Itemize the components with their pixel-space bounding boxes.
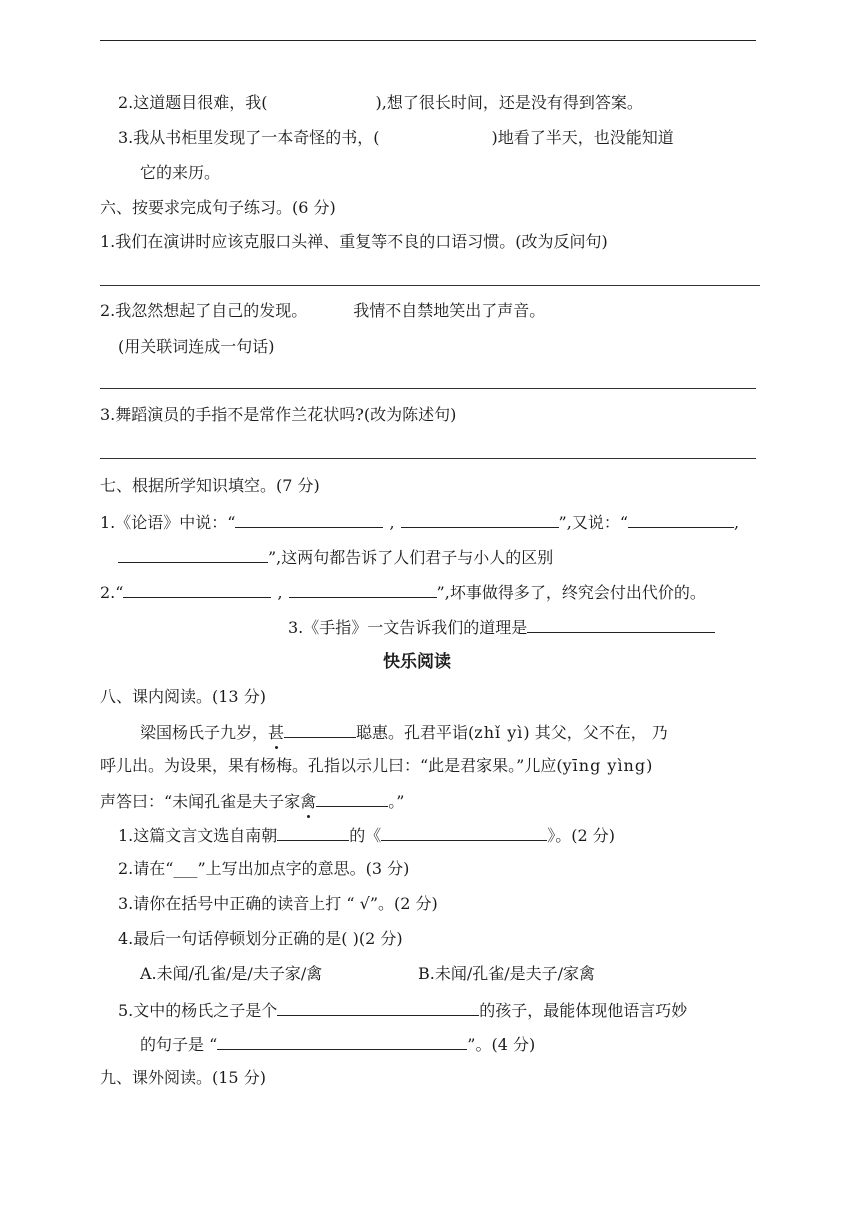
s6-question-2: 2.我忽然想起了自己的发现。 我情不自禁地笑出了声音。 bbox=[100, 301, 546, 320]
s7-question-1: 1.《论语》中说：“ , ”,又说：“ , bbox=[100, 510, 739, 534]
s8-question-5-cont: 的句子是 “ ”。(4 分) bbox=[140, 1032, 535, 1056]
s7-q2-blank-2[interactable] bbox=[289, 580, 437, 598]
s8-question-3: 3.请你在括号中正确的读音上打 “ √”。(2 分) bbox=[118, 894, 438, 913]
section-8-title: 八、课内阅读。(13 分) bbox=[100, 687, 266, 706]
s8-passage-line-3: 声答曰：“未闻孔雀是夫子家禽 。” bbox=[100, 789, 404, 813]
s6-answer-line-3[interactable] bbox=[100, 458, 756, 459]
s8-passage-blank-2[interactable] bbox=[316, 789, 388, 807]
s7-question-3: 3.《手指》一文告诉我们的道理是 bbox=[288, 615, 715, 639]
section-9-title: 九、课外阅读。(15 分) bbox=[100, 1068, 266, 1087]
section-7-title: 七、根据所学知识填空。(7 分) bbox=[100, 476, 320, 495]
reading-heading: 快乐阅读 bbox=[383, 652, 451, 672]
s5-question-3: 3.我从书柜里发现了一本奇怪的书，( )地看了半天，也没能知道 bbox=[118, 128, 674, 147]
s6-answer-line-1[interactable] bbox=[100, 285, 760, 286]
s8-passage-line-2: 呼儿出。为设果，果有杨梅。孔指以示儿曰：“此是君家果。”儿应(yīng yìng) bbox=[100, 756, 653, 775]
s5-question-3-cont: 它的来历。 bbox=[140, 163, 221, 182]
s7-q1-blank-1[interactable] bbox=[235, 510, 383, 528]
s8-question-1: 1.这篇文言文选自南朝 的《 》。(2 分) bbox=[118, 823, 615, 847]
header-rule bbox=[100, 40, 756, 41]
s8-question-5: 5.文中的杨氏之子是个 的孩子，最能体现他语言巧妙 bbox=[118, 998, 687, 1022]
s7-question-2: 2.“ , ”,坏事做得多了，终究会付出代价的。 bbox=[100, 580, 706, 604]
s8-option-a[interactable]: A.未闻/孔雀/是/夫子家/禽 bbox=[140, 964, 323, 983]
s7-q1-blank-3[interactable] bbox=[628, 510, 734, 528]
s8-option-b[interactable]: B.未闻/孔雀/是夫子/家禽 bbox=[418, 964, 596, 983]
s8-question-2: 2.请在“___”上写出加点字的意思。(3 分) bbox=[118, 859, 410, 878]
s8-passage-line-1: 梁国杨氏子九岁，甚 聪惠。孔君平诣(zhǐ yì) 其父，父不在， 乃 bbox=[140, 720, 668, 744]
s6-question-1: 1.我们在演讲时应该克服口头禅、重复等不良的口语习惯。(改为反问句) bbox=[100, 232, 608, 251]
s5-question-2: 2.这道题目很难，我( ),想了很长时间，还是没有得到答案。 bbox=[118, 93, 643, 112]
dotted-char-shen: 甚 bbox=[268, 723, 285, 742]
s8-q5-blank-2[interactable] bbox=[217, 1032, 467, 1050]
s6-question-2-hint: (用关联词连成一句话) bbox=[118, 337, 275, 356]
s7-q2-blank-1[interactable] bbox=[123, 580, 271, 598]
s8-q5-blank-1[interactable] bbox=[277, 998, 479, 1016]
s8-question-4: 4.最后一句话停顿划分正确的是( )(2 分) bbox=[118, 929, 403, 948]
s8-q1-blank-2[interactable] bbox=[381, 823, 547, 841]
dotted-char-qin: 禽 bbox=[300, 792, 317, 811]
s6-answer-line-2[interactable] bbox=[100, 388, 756, 389]
s6-question-3: 3.舞蹈演员的手指不是常作兰花状吗?(改为陈述句) bbox=[100, 405, 457, 424]
s8-q1-blank-1[interactable] bbox=[277, 823, 349, 841]
s8-passage-blank-1[interactable] bbox=[284, 720, 356, 738]
s7-q1-blank-4[interactable] bbox=[118, 545, 268, 563]
s7-question-1-cont: ”,这两句都告诉了人们君子与小人的区别 bbox=[118, 545, 553, 569]
section-6-title: 六、按要求完成句子练习。(6 分) bbox=[100, 198, 336, 217]
s7-q1-blank-2[interactable] bbox=[401, 510, 559, 528]
s7-q3-blank[interactable] bbox=[527, 615, 715, 633]
